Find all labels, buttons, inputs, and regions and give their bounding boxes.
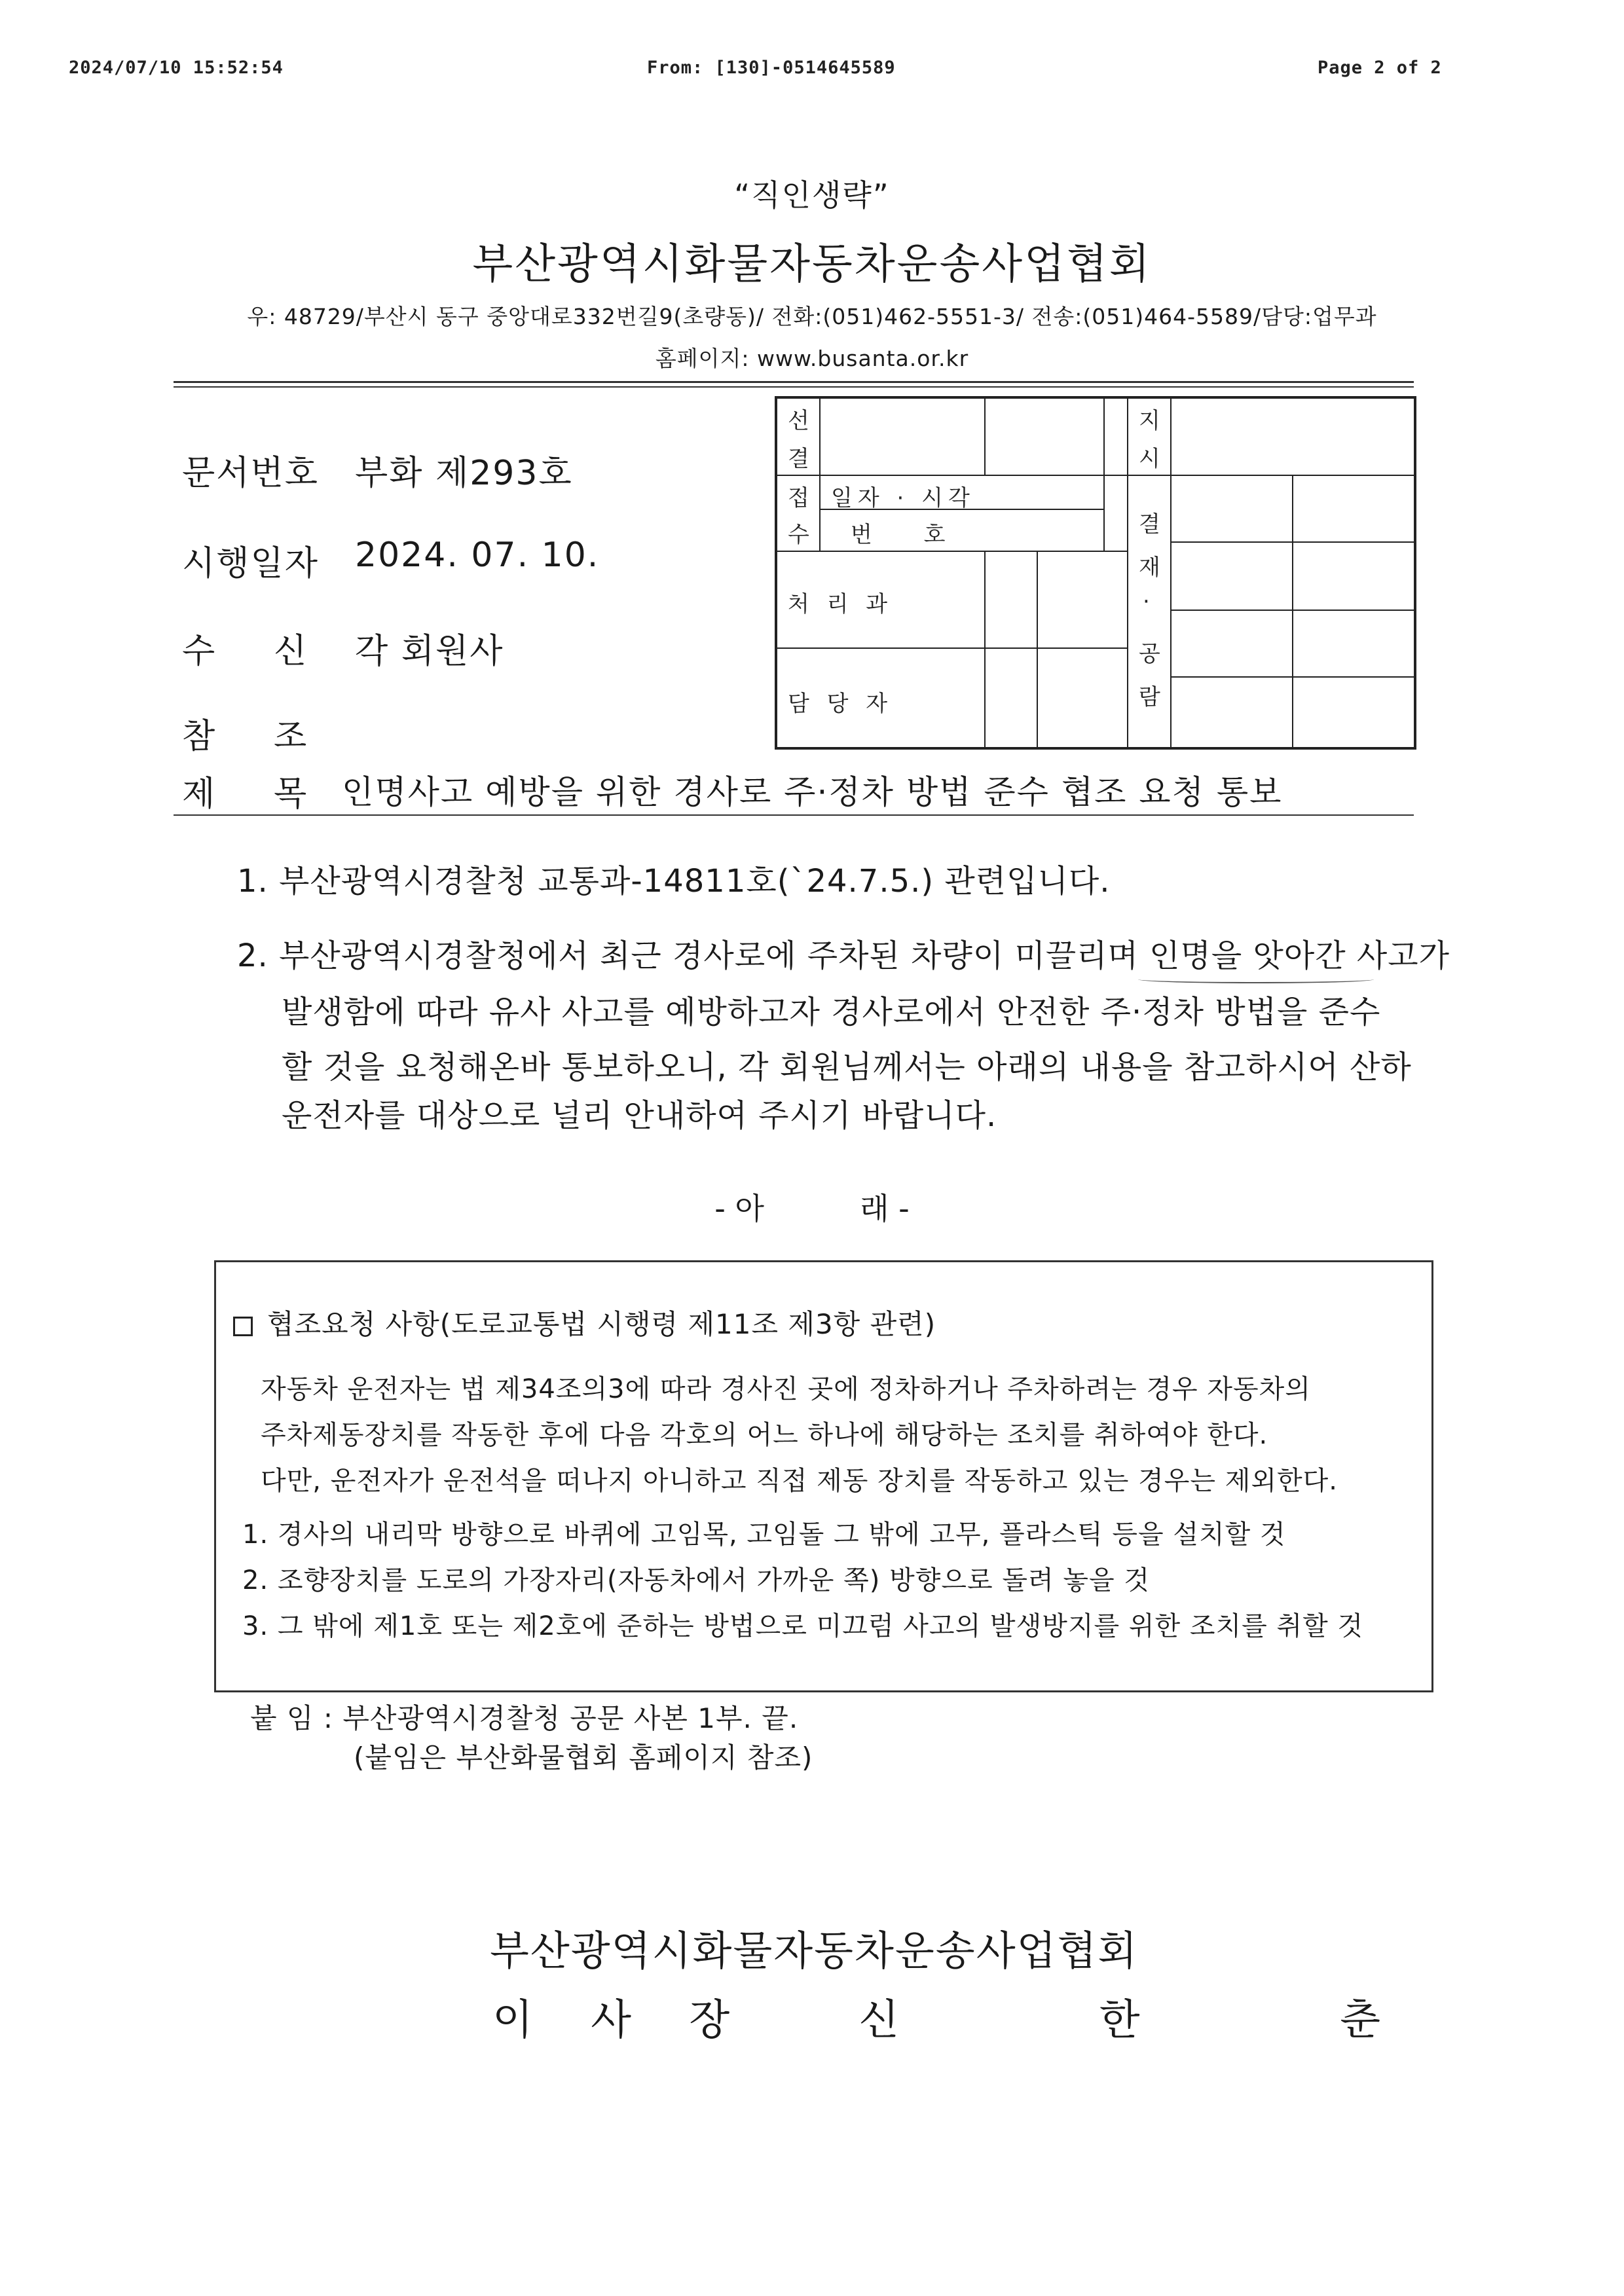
below-heading: - 아 래 - <box>714 1191 910 1226</box>
body-item-2-line-1: 2. 부산광역시경찰청에서 최근 경사로에 주차된 차량이 미끌리며 인명을 앗아간 사고가 <box>237 938 1450 974</box>
person-in-charge-label: 담 당 자 <box>788 691 893 717</box>
prior-approval-label-1: 선 <box>788 408 815 434</box>
cooperation-request-box <box>214 1260 1433 1692</box>
seal-omitted-note: “직인생략” <box>734 177 890 213</box>
checkbox-icon <box>233 1317 253 1336</box>
recipient-label-1: 수 <box>182 632 217 671</box>
receipt-label-1: 접 <box>788 485 815 511</box>
body-item-2-line-4: 운전자를 대상으로 널리 안내하여 주시기 바랍니다. <box>282 1097 997 1134</box>
request-para-line-3: 다만, 운전자가 운전석을 떠나지 아니하고 직접 제동 장치를 작동하고 있는 경우는 제외한다. <box>261 1466 1338 1496</box>
approval-label-1: 결 <box>1139 511 1166 538</box>
body-item-2-line-2: 발생함에 따라 유사 사고를 예방하고자 경사로에서 안전한 주·정차 방법을 준수 <box>282 994 1381 1030</box>
instruction-label-1: 지 <box>1139 408 1166 434</box>
recipient-value: 각 회원사 <box>355 632 504 671</box>
request-para-line-2: 주차제동장치를 작동한 후에 다음 각호의 어느 하나에 해당하는 조치를 취하여야 한다. <box>261 1420 1268 1450</box>
processing-dept-label: 처 리 과 <box>788 591 893 617</box>
letterhead-homepage: 홈페이지: www.busanta.or.kr <box>655 346 969 371</box>
subject-label-1: 제 <box>182 774 217 814</box>
approval-label-dot: · <box>1143 589 1155 615</box>
request-item-1: 1. 경사의 내리막 방향으로 바퀴에 고임목, 고임돌 그 밖에 고무, 플라스틱 등을 설치할 것 <box>242 1520 1286 1550</box>
receipt-number-label: 번 호 <box>851 522 968 548</box>
request-item-3: 3. 그 밖에 제1호 또는 제2호에 준하는 방법으로 미끄럼 사고의 발생방지를 위한 조치를 취할 것 <box>242 1611 1364 1641</box>
doc-number-label: 문서번호 <box>182 454 319 493</box>
fax-timestamp: 2024/07/10 15:52:54 <box>69 58 284 78</box>
request-heading-row <box>233 1303 936 1342</box>
attachment-line-2: (붙임은 부산화물협회 홈페이지 참조) <box>354 1741 813 1774</box>
doc-number-value: 부화 제293호 <box>355 454 573 493</box>
subject-label-2: 목 <box>274 774 308 814</box>
request-item-2: 2. 조향장치를 도로의 가장자리(자동차에서 가까운 쪽) 방향으로 돌려 놓을 것 <box>242 1565 1151 1595</box>
subject-value: 인명사고 예방을 위한 경사로 주·정차 방법 준수 협조 요청 통보 <box>342 773 1283 811</box>
receipt-label-2: 수 <box>788 522 815 548</box>
issue-date-value: 2024. 07. 10. <box>355 536 600 575</box>
attachment-line-1: 붙 임 : 부산광역시경찰청 공문 사본 1부. 끝. <box>250 1702 799 1734</box>
approval-label-2: 재 <box>1139 555 1166 581</box>
receipt-datetime-label: 일자 · 시각 <box>831 485 975 511</box>
request-heading: 협조요청 사항(도로교통법 시행령 제11조 제3항 관련) <box>267 1308 936 1340</box>
approval-stamp-box <box>775 396 1416 750</box>
approval-label-4: 람 <box>1139 684 1166 710</box>
header-divider-double <box>174 386 1414 388</box>
fax-sender: From: [130]-0514645589 <box>647 58 896 78</box>
request-para-line-1: 자동차 운전자는 법 제34조의3에 따라 경사진 곳에 정차하거나 주차하려는 경우 자동차의 <box>261 1374 1311 1404</box>
fax-page-number: Page 2 of 2 <box>1318 58 1442 78</box>
body-item-2-line-3: 할 것을 요청해온바 통보하오니, 각 회원님께서는 아래의 내용을 참고하시어 산하 <box>282 1049 1412 1085</box>
reference-label-2: 조 <box>274 717 308 756</box>
reference-label-1: 참 <box>182 717 217 756</box>
issue-date-label: 시행일자 <box>182 544 319 583</box>
signature-org-name: 부산광역시화물자동차운송사업협회 <box>490 1927 1139 1975</box>
instruction-label-2: 시 <box>1139 446 1166 472</box>
subject-divider <box>174 814 1414 816</box>
handwritten-underline <box>1138 975 1374 983</box>
letterhead-org-name: 부산광역시화물자동차운송사업협회 <box>472 240 1152 289</box>
approval-label-3: 공 <box>1139 641 1166 667</box>
recipient-label-2: 신 <box>274 632 308 671</box>
signature-chairman: 이 사 장 신 한 춘 <box>492 1996 1403 2045</box>
body-item-1: 1. 부산광역시경찰청 교통과-14811호(`24.7.5.) 관련입니다. <box>237 863 1111 900</box>
prior-approval-label-2: 결 <box>788 446 815 472</box>
letterhead-address: 우: 48729/부산시 동구 중앙대로332번길9(초량동)/ 전화:(051)462-5551-3/ 전송:(051)464-5589/담당:업무과 <box>247 304 1377 329</box>
header-divider <box>174 381 1414 383</box>
